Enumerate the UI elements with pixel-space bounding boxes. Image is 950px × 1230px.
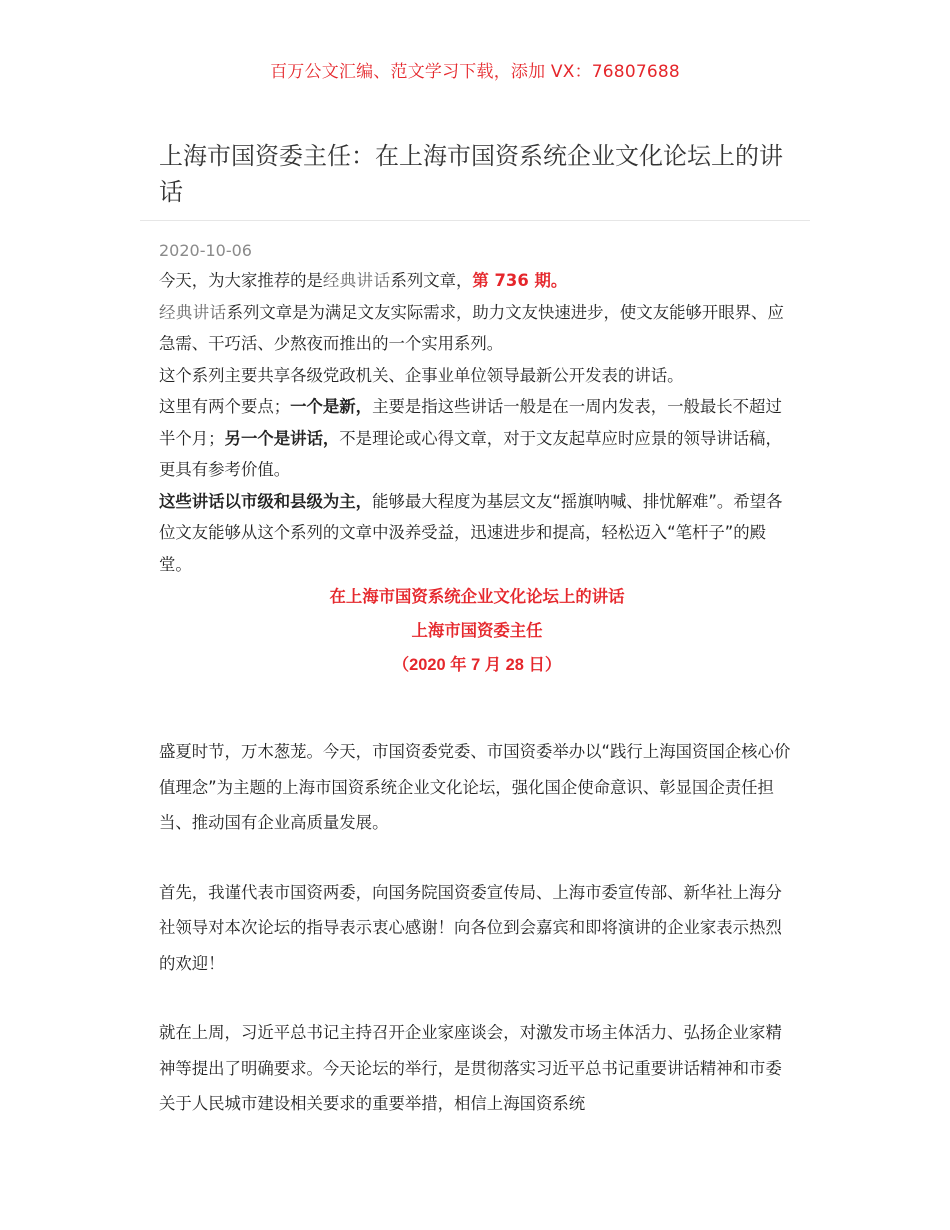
intro-paragraph-2 bbox=[159, 297, 795, 360]
intro-text: 今天，为大家推荐的是 bbox=[159, 271, 323, 290]
series-name: 经典讲话 bbox=[322, 271, 391, 290]
speech-speaker: 上海市国资委主任 bbox=[411, 622, 543, 640]
focus-statement: 这些讲话以市级和县级为主， bbox=[159, 491, 373, 511]
intro-text: 这里有两个要点； bbox=[159, 397, 291, 416]
speech-paragraph: 首先，我谨代表市国资两委，向国务院国资委宣传局、上海市委宣传部、新华社上海分社领导对本次论坛的指导表示衷心感谢！向各位到会嘉宾和即将演讲的企业家表示热烈的欢迎！ bbox=[159, 882, 782, 973]
series-name: 经典讲话 bbox=[159, 302, 227, 322]
title-divider bbox=[140, 220, 810, 221]
intro-paragraph-3: 这个系列主要共享各级党政机关、企事业单位领导最新公开发表的讲话。 bbox=[159, 365, 684, 385]
intro-text: 不是理论或心得文章，对于文友起草应时应景的领导讲话稿，更具有参考价值。 bbox=[159, 428, 782, 479]
intro-paragraph-1 bbox=[159, 265, 795, 297]
intro-text: 主要是指这些讲话一般是在一周内发表，一般最长不超过半个月； bbox=[159, 397, 782, 448]
point-one: 一个是新， bbox=[290, 397, 373, 416]
speech-date: （2020 年 7 月 28 日） bbox=[392, 656, 562, 674]
intro-text: 系列文章， bbox=[390, 271, 473, 290]
promo-banner: 百万公文汇编、范文学习下载，添加 VX：76807688 bbox=[270, 62, 680, 82]
article-title: 上海市国资委主任：在上海市国资系统企业文化论坛上的讲话 bbox=[159, 142, 783, 206]
intro-paragraph-4 bbox=[159, 391, 795, 486]
intro-paragraph-5 bbox=[159, 486, 795, 581]
point-two: 另一个是讲话， bbox=[224, 428, 340, 448]
issue-number: 第 736 期。 bbox=[472, 271, 568, 290]
speech-paragraph: 盛夏时节，万木葱茏。今天，市国资委党委、市国资委举办以“践行上海国资国企核心价值理念”为主题的上海市国资系统企业文化论坛，强化国企使命意识、彰显国企责任担当、推动国有企业高质量发展。 bbox=[159, 742, 791, 832]
speech-paragraph: 就在上周，习近平总书记主持召开企业家座谈会，对激发市场主体活力、弘扬企业家精神等提出了明确要求。今天论坛的举行，是贯彻落实习近平总书记重要讲话精神和市委关于人民城市建设相关要求的重要举措，相信上海国资系统 bbox=[159, 1023, 782, 1113]
speech-heading: 在上海市国资系统企业文化论坛上的讲话 bbox=[329, 588, 625, 606]
intro-text: 能够最大程度为基层文友“摇旗呐喊、排忧解难”。希望各位文友能够从这个系列的文章中汲养受益，迅速进步和提高，轻松迈入“笔杆子”的殿堂。 bbox=[159, 491, 783, 574]
intro-text: 系列文章是为满足文友实际需求，助力文友快速进步，使文友能够开眼界、应急需、干巧活、少熬夜而推出的一个实用系列。 bbox=[159, 302, 784, 353]
article-body bbox=[159, 239, 795, 1122]
article-date: 2020-10-06 bbox=[159, 241, 252, 260]
